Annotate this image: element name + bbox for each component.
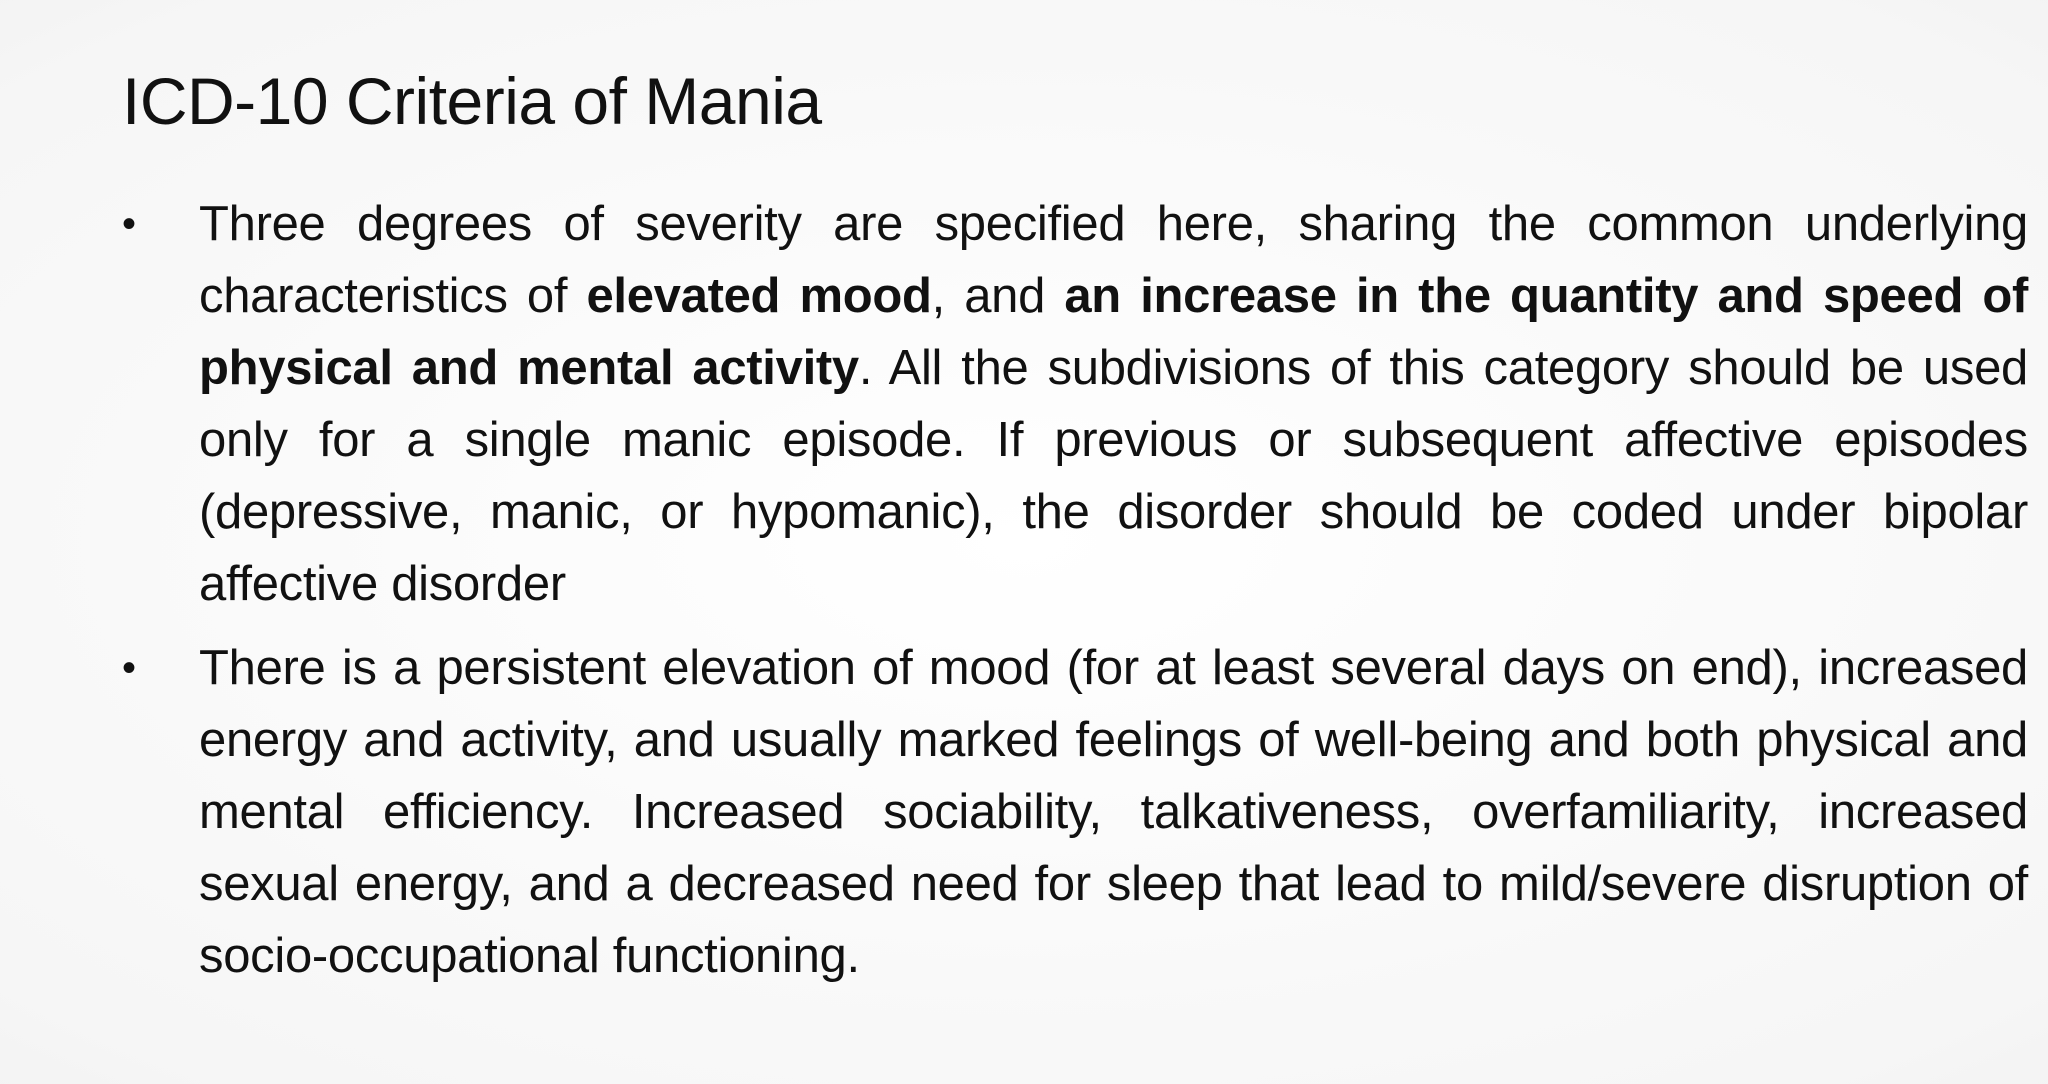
bullet-text-segment: There is a persistent elevation of mood (for at least several days on end), increased energy and activity, and usually marked feelings of well-being and both physical and mental efficiency. Increased sociability, talkativeness, overfamiliarity, increased sexual energy, and a decreased need for sleep that lead to mild/severe disruption of socio-occupational functioning. bbox=[199, 641, 2028, 983]
bullet-text bbox=[199, 197, 2028, 611]
bullet-text bbox=[199, 641, 2028, 983]
bullet-list bbox=[122, 188, 2028, 1004]
bullet-item-1 bbox=[122, 188, 2028, 620]
bullet-item-2 bbox=[122, 632, 2028, 992]
bullet-text-segment: . All the subdivisions of this category should be used only for a single manic episode. If previous or subsequent affective episodes (depressive, manic, or hypomanic), the disorder should be coded under bipolar affective disorder bbox=[199, 341, 2028, 611]
bullet-text-segment: , and bbox=[931, 269, 1065, 323]
bold-phrase-activity-increase: an increase in the quantity and speed of physical and mental activity bbox=[199, 269, 2029, 395]
bullet-text-segment: Three degrees of severity are specified here, sharing the common underlying characteristics of bbox=[199, 197, 2028, 323]
bold-phrase-elevated-mood: elevated mood bbox=[586, 269, 932, 323]
slide-title: ICD-10 Criteria of Mania bbox=[122, 64, 822, 138]
bullet-marker: • bbox=[122, 202, 136, 246]
bullet-marker: • bbox=[122, 646, 136, 690]
